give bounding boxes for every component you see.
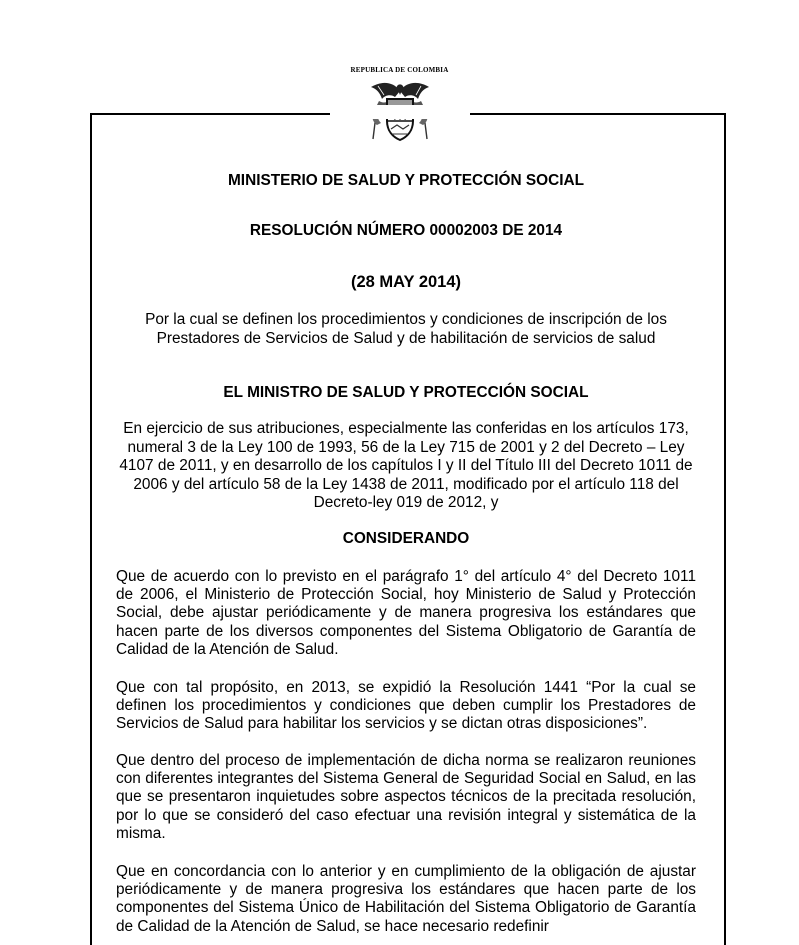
considering-paragraph-3: Que dentro del proceso de implementación de dicha norma se realizaron reuniones con diferentes integrantes del Sistema General de Seguridad Social en Salud, en las que se presentaron inquietudes sobre aspectos técnicos de la precitada resolución, por lo que se consideró del caso efectuar una revisión integral y sistemática de la misma.: [116, 752, 696, 842]
considering-paragraph-2: Que con tal propósito, en 2013, se expidió la Resolución 1441 “Por la cual se definen los procedimientos y condiciones que deben cumplir los Prestadores de Servicios de Salud para habilitar los servicios y se dictan otras disposiciones”.: [116, 679, 696, 733]
considering-paragraph-4: Que en concordancia con lo anterior y en cumplimiento de la obligación de ajustar periódicamente y de manera progresiva los estándares que hacen parte de los componentes del Sistema Único de Habilitación del Sistema Obligatorio de Garantía de Calidad de la Atención de Salud, se hace necesario redefinir: [116, 863, 696, 935]
authority-heading: EL MINISTRO DE SALUD Y PROTECCIÓN SOCIAL: [223, 384, 589, 401]
considering-paragraph-1: Que de acuerdo con lo previsto en el parágrafo 1° del artículo 4° del Decreto 1011 de 2006, el Ministerio de Protección Social, hoy Ministerio de Salud y Protección Social, debe ajustar periódicamente y de manera progresiva los estándares que hacen parte de los diversos componentes del Sistema Obligatorio de Garantía de Calidad de la Atención de Salud.: [116, 568, 696, 658]
resolution-date: (28 MAY 2014): [350, 273, 462, 291]
powers-paragraph: En ejercicio de sus atribuciones, especialmente las conferidas en los artículos 173, numeral 3 de la Ley 100 de 1993, 56 de la Ley 715 de 2001 y 2 del Decreto – Ley 4107 de 2011, y en desarrollo de los capítulos I y II del Título III del Decreto 1011 de 2006 y del artículo 58 de la Ley 1438 de 2011, modificado por el artículo 118 del Decreto-ley 019 de 2012, y: [119, 420, 693, 511]
resolution-subject: Por la cual se definen los procedimientos y condiciones de inscripción de los Prestadores de Servicios de Salud y de habilitación de servicios de salud: [145, 311, 667, 347]
seal-caption: REPUBLICA DE COLOMBIA: [350, 66, 449, 74]
resolution-number: RESOLUCIÓN NÚMERO 00002003 DE 2014: [249, 222, 563, 239]
ministry-heading: MINISTERIO DE SALUD Y PROTECCIÓN SOCIAL: [227, 172, 584, 189]
considering-heading: CONSIDERANDO: [342, 530, 470, 547]
